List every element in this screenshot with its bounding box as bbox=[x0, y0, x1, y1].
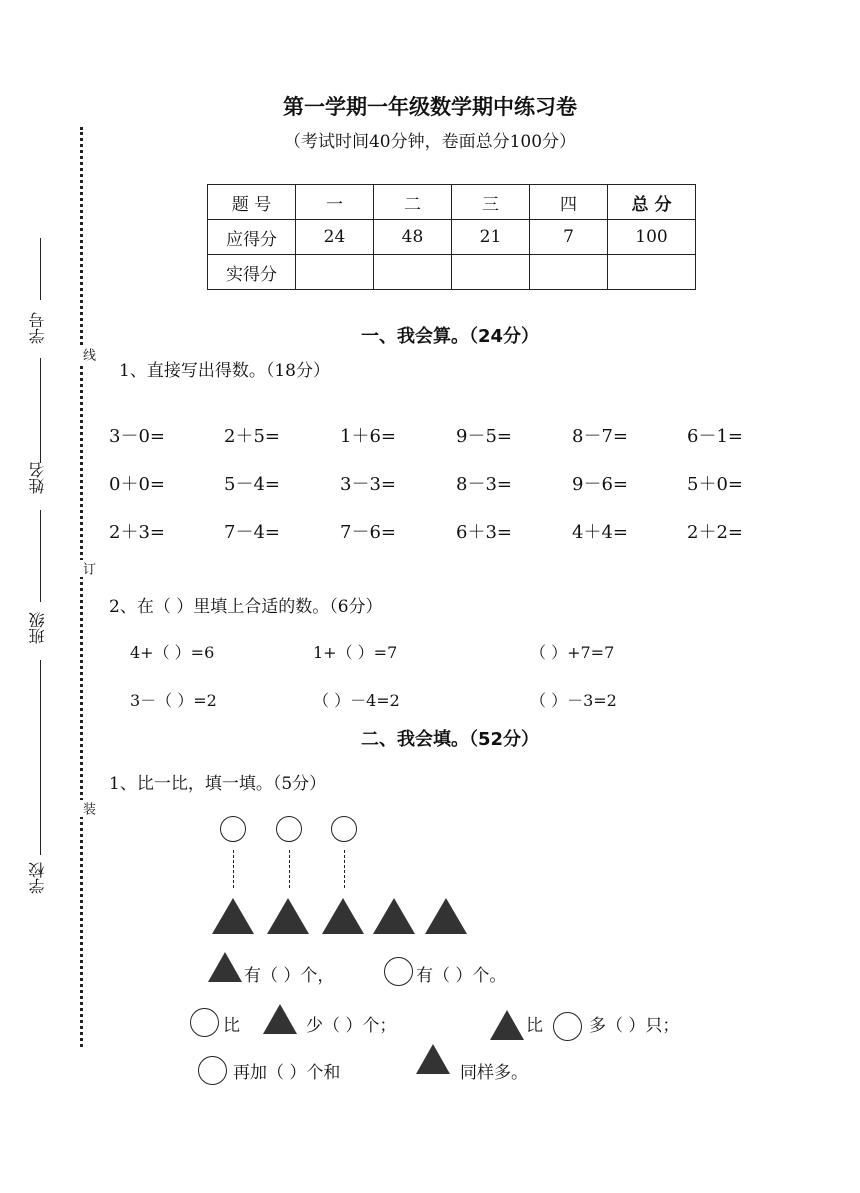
expected-score: 48 bbox=[374, 220, 452, 255]
triangle-icon bbox=[416, 1044, 450, 1074]
dashed-connector bbox=[233, 850, 234, 888]
calc-item: 8－3= bbox=[456, 474, 512, 495]
expected-score: 24 bbox=[296, 220, 374, 255]
fill-blank-item: 4+（ ）=6 bbox=[130, 643, 215, 662]
triangle-shape bbox=[322, 898, 364, 934]
calc-item: 2＋3= bbox=[109, 522, 165, 543]
actual-score-cell[interactable] bbox=[452, 255, 530, 290]
score-table bbox=[207, 184, 696, 290]
header-cell: 二 bbox=[374, 185, 452, 220]
binding-dotted-line bbox=[80, 127, 83, 1047]
expected-score: 21 bbox=[452, 220, 530, 255]
fill-blank-item: 3－（ ）=2 bbox=[130, 691, 217, 710]
calc-item: 8－7= bbox=[572, 426, 628, 447]
calc-item: 3－0= bbox=[109, 426, 165, 447]
triangle-shape bbox=[212, 898, 254, 934]
section1-title: 一、我会算。（24分） bbox=[360, 326, 540, 347]
fewer-text: 少（ ）个； bbox=[306, 1016, 397, 1036]
circle-count-text: 有（ ）个。 bbox=[416, 966, 507, 986]
expected-score: 100 bbox=[608, 220, 696, 255]
calc-item: 5＋0= bbox=[687, 474, 743, 495]
actual-score-cell[interactable] bbox=[374, 255, 452, 290]
section1-q1-title: 1、直接写出得数。（18分） bbox=[119, 361, 330, 381]
calc-item: 0＋0= bbox=[109, 474, 165, 495]
score-table-header-row bbox=[208, 185, 696, 220]
fill-blank-item: 1+（ ）=7 bbox=[313, 643, 398, 662]
calc-item: 7－4= bbox=[224, 522, 280, 543]
class-line bbox=[40, 510, 41, 602]
dashed-connector bbox=[289, 850, 290, 888]
binding-char-xian: 线 bbox=[80, 348, 95, 361]
compare-text: 比 bbox=[223, 1016, 240, 1036]
student-id-label: 学号 bbox=[28, 312, 47, 344]
circle-shape bbox=[276, 816, 302, 842]
add-more-text: 再加（ ）个和 bbox=[233, 1063, 341, 1083]
header-cell-total: 总 分 bbox=[608, 185, 696, 220]
calc-item: 9－6= bbox=[572, 474, 628, 495]
circle-icon bbox=[553, 1012, 582, 1041]
calc-item: 9－5= bbox=[456, 426, 512, 447]
triangle-shape bbox=[373, 898, 415, 934]
section1-q2-title: 2、在（ ）里填上合适的数。（6分） bbox=[109, 597, 383, 617]
class-label: 班级 bbox=[28, 612, 47, 644]
calc-item: 6－1= bbox=[687, 426, 743, 447]
compare-text: 比 bbox=[526, 1016, 543, 1036]
dashed-connector bbox=[344, 850, 345, 888]
calc-item: 2＋5= bbox=[224, 426, 280, 447]
circle-shape bbox=[331, 816, 357, 842]
triangle-icon bbox=[263, 1004, 297, 1034]
circle-icon bbox=[384, 957, 413, 986]
fill-blank-item: （ ）－3=2 bbox=[530, 691, 617, 710]
actual-score-cell[interactable] bbox=[296, 255, 374, 290]
circle-icon bbox=[190, 1008, 219, 1037]
expected-score: 7 bbox=[530, 220, 608, 255]
circle-icon bbox=[198, 1056, 227, 1085]
header-cell: 题 号 bbox=[208, 185, 296, 220]
calc-item: 4＋4= bbox=[572, 522, 628, 543]
more-text: 多（ ）只； bbox=[589, 1016, 680, 1036]
fill-blank-item: （ ）－4=2 bbox=[313, 691, 400, 710]
row-label: 应得分 bbox=[208, 220, 296, 255]
school-line bbox=[40, 660, 41, 855]
calc-item: 1＋6= bbox=[340, 426, 396, 447]
fill-blank-item: （ ）+7=7 bbox=[530, 643, 615, 662]
row-label: 实得分 bbox=[208, 255, 296, 290]
calc-item: 5－4= bbox=[224, 474, 280, 495]
triangle-shape bbox=[267, 898, 309, 934]
header-cell: 三 bbox=[452, 185, 530, 220]
student-id-line bbox=[40, 238, 41, 300]
section2-q1-title: 1、比一比，填一填。（5分） bbox=[109, 774, 327, 794]
triangle-icon bbox=[490, 1010, 524, 1040]
actual-score-cell[interactable] bbox=[530, 255, 608, 290]
score-table-actual-row bbox=[208, 255, 696, 290]
circle-shape bbox=[220, 816, 246, 842]
calc-item: 7－6= bbox=[340, 522, 396, 543]
calc-item: 2＋2= bbox=[687, 522, 743, 543]
score-table-expected-row bbox=[208, 220, 696, 255]
calc-item: 3－3= bbox=[340, 474, 396, 495]
triangle-icon bbox=[208, 952, 242, 982]
actual-score-cell[interactable] bbox=[608, 255, 696, 290]
name-line bbox=[40, 358, 41, 463]
school-label: 学校 bbox=[28, 862, 47, 894]
page-subtitle: （考试时间40分钟，卷面总分100分） bbox=[283, 132, 577, 152]
triangle-shape bbox=[425, 898, 467, 934]
section2-title: 二、我会填。（52分） bbox=[360, 729, 540, 750]
binding-char-zhuang: 装 bbox=[80, 802, 95, 815]
triangle-count-text: 有（ ）个， bbox=[244, 966, 335, 986]
header-cell: 四 bbox=[530, 185, 608, 220]
header-cell: 一 bbox=[296, 185, 374, 220]
name-label: 姓名 bbox=[28, 462, 47, 494]
binding-char-ding: 订 bbox=[80, 562, 95, 575]
page-title: 第一学期一年级数学期中练习卷 bbox=[283, 95, 577, 119]
calc-item: 6＋3= bbox=[456, 522, 512, 543]
same-amount-text: 同样多。 bbox=[460, 1063, 528, 1083]
